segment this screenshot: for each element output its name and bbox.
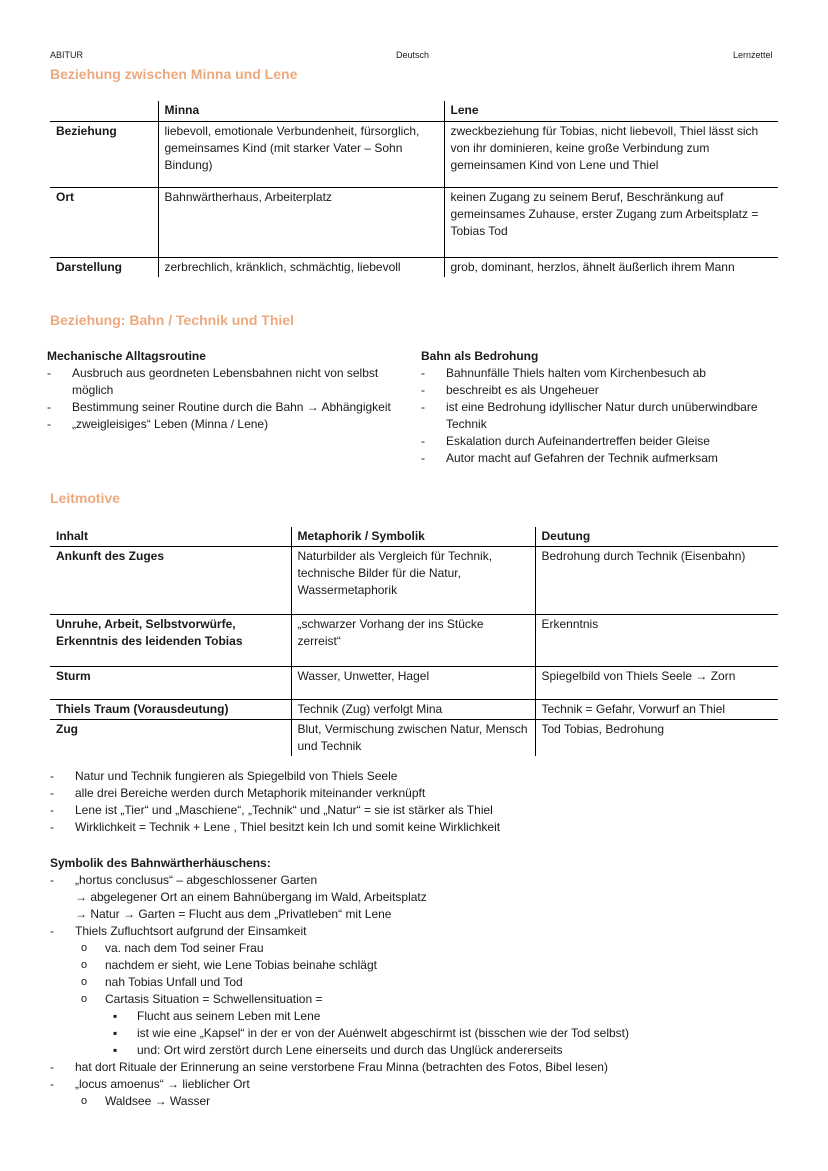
- cell-minna: zerbrechlich, kränklich, schmächtig, liebevoll: [158, 257, 444, 277]
- leitmotive-notes: [50, 768, 790, 836]
- minna-lene-table: [50, 101, 778, 277]
- cell-inhalt: Thiels Traum (Vorausdeutung): [50, 700, 291, 720]
- header-center: Deutsch: [396, 50, 430, 60]
- row-label: Ort: [50, 187, 158, 257]
- list-item: - Natur und Technik fungieren als Spiegelbild von Thiels Seele: [50, 768, 790, 785]
- cell-lene: keinen Zugang zu seinem Beruf, Beschränkung auf gemeinsames Zuhause, erster Zugang zum Arbeitsplatz = Tobias Tod: [450, 189, 759, 238]
- header-right: Lernzettel: [733, 50, 773, 60]
- cell-minna: Bahnwärtherhaus, Arbeiterplatz: [158, 187, 444, 257]
- sub-item: [75, 991, 790, 1059]
- sub-item: o Waldsee → Wasser: [75, 1093, 790, 1110]
- cell-lene: zweckbeziehung für Tobias, nicht liebevoll, Thiel lässt sich von ihr dominieren, keine große Verbindung zum gemeinsamen Kind von Lene und Thiel: [450, 123, 759, 172]
- cell-inhalt: Sturm: [50, 667, 291, 700]
- cell-metaphorik: Technik (Zug) verfolgt Mina: [291, 700, 535, 720]
- list-item: - Ausbruch aus geordneten Lebensbahnen nicht von selbst möglich: [47, 365, 407, 399]
- hortus-sub: → abgelegener Ort an einem Bahnübergang im Wald, Arbeitsplatz: [75, 890, 427, 904]
- list-item: - hat dort Rituale der Erinnerung an seine verstorbene Frau Minna (betrachten des Fotos, Bibel lesen): [50, 1059, 790, 1076]
- sub-item: o nachdem er sieht, wie Lene Tobias beinahe schlägt: [75, 957, 790, 974]
- list-item: [50, 1076, 790, 1110]
- cell-minna: liebevoll, emotionale Verbundenheit, fürsorglich, gemeinsames Kind (mit starker Vater – Sohn Bindung): [158, 121, 444, 187]
- locus-text: - „locus amoenus“ → lieblicher Ort: [75, 1077, 250, 1091]
- sub-sub-item: ▪ Flucht aus seinem Leben mit Lene: [105, 1008, 790, 1025]
- table-row: [50, 667, 778, 700]
- cell-inhalt: Unruhe, Arbeit, Selbstvorwürfe, Erkenntnis des leidenden Tobias: [50, 615, 291, 667]
- cell-deutung: Technik = Gefahr, Vorwurf an Thiel: [541, 702, 726, 716]
- cell-metaphorik: Naturbilder als Vergleich für Technik, technische Bilder für die Natur, Wassermetaphorik: [291, 547, 535, 615]
- list-item: - Bahnunfälle Thiels halten vom Kirchenbesuch ab: [421, 365, 781, 382]
- leitmotive-table: [50, 527, 778, 756]
- table-row: [50, 615, 778, 667]
- cell-lene: grob, dominant, herzlos, ähnelt äußerlich ihrem Mann: [450, 259, 735, 274]
- col-lene: Lene: [450, 103, 479, 117]
- left-heading: Mechanische Alltagsroutine: [47, 349, 206, 363]
- cell-metaphorik: „schwarzer Vorhang der ins Stücke zerreist“: [291, 615, 535, 667]
- cartasis-text: o Cartasis Situation = Schwellensituation =: [105, 992, 323, 1006]
- list-item: [50, 872, 790, 923]
- table-row: [50, 187, 778, 257]
- right-heading: Bahn als Bedrohung: [421, 349, 539, 363]
- cell-metaphorik: Wasser, Unwetter, Hagel: [291, 667, 535, 700]
- cell-deutung: Bedrohung durch Technik (Eisenbahn): [541, 549, 746, 563]
- list-item: - beschreibt es als Ungeheuer: [421, 382, 781, 399]
- cell-deutung: Erkenntnis: [541, 617, 599, 631]
- list-item: - Lene ist „Tier“ und „Maschiene“, „Technik“ und „Natur“ = sie ist stärker als Thiel: [50, 802, 790, 819]
- table-row: [50, 720, 778, 757]
- list-item: - Eskalation durch Aufeinandertreffen beider Gleise: [421, 433, 781, 450]
- sub-item: o va. nach dem Tod seiner Frau: [75, 940, 790, 957]
- col-inhalt: Inhalt: [50, 527, 291, 547]
- sub-item: o nah Tobias Unfall und Tod: [75, 974, 790, 991]
- hortus-text: - „hortus conclusus“ – abgeschlossener Garten: [75, 873, 318, 887]
- zuflucht-text: - Thiels Zufluchtsort aufgrund der Einsamkeit: [75, 924, 307, 938]
- table-header-row: [50, 527, 778, 547]
- list-item: - alle drei Bereiche werden durch Metaphorik miteinander verknüpft: [50, 785, 790, 802]
- cell-inhalt: Zug: [50, 720, 291, 757]
- section3-title: Leitmotive: [50, 490, 121, 506]
- list-item: - „zweigleisiges“ Leben (Minna / Lene): [47, 416, 407, 433]
- table-row: [50, 257, 778, 277]
- cell-inhalt: Ankunft des Zuges: [50, 547, 291, 615]
- table-row: [50, 121, 778, 187]
- symbolik-section: [50, 855, 790, 1110]
- section1-title: Beziehung zwischen Minna und Lene: [50, 66, 298, 82]
- list-item: - ist eine Bedrohung idyllischer Natur durch unüberwindbare Technik: [421, 399, 781, 433]
- col-deutung: Deutung: [541, 529, 591, 543]
- right-column: [421, 348, 781, 467]
- cell-deutung: Tod Tobias, Bedrohung: [541, 722, 665, 736]
- hortus-sub: → Natur → Garten = Flucht aus dem „Privatleben“ mit Lene: [75, 907, 392, 921]
- table-header-row: [50, 101, 778, 121]
- col-minna: Minna: [158, 101, 444, 121]
- cell-metaphorik: Blut, Vermischung zwischen Natur, Mensch und Technik: [291, 720, 535, 757]
- list-item: - Bestimmung seiner Routine durch die Bahn → Abhängigkeit: [47, 399, 407, 416]
- list-item: - Autor macht auf Gefahren der Technik aufmerksam: [421, 450, 781, 467]
- left-column: [47, 348, 407, 433]
- row-label: Darstellung: [50, 257, 158, 277]
- list-item: [50, 923, 790, 1059]
- row-label: Beziehung: [50, 121, 158, 187]
- cell-deutung: Spiegelbild von Thiels Seele → Zorn: [541, 669, 736, 683]
- sub-sub-item: ▪ und: Ort wird zerstört durch Lene einerseits und durch das Unglück andererseits: [105, 1042, 790, 1059]
- sub-sub-item: ▪ ist wie eine „Kapsel“ in der er von der Auénwelt abgeschirmt ist (bisschen wie der Tod selbst): [105, 1025, 790, 1042]
- header-left: ABITUR: [50, 50, 84, 60]
- list-item: - Wirklichkeit = Technik + Lene , Thiel besitzt kein Ich und somit keine Wirklichkeit: [50, 819, 790, 836]
- table-row: [50, 547, 778, 615]
- section2-title: Beziehung: Bahn / Technik und Thiel: [50, 312, 294, 328]
- symbolik-heading: Symbolik des Bahnwärtherhäuschens:: [50, 856, 271, 870]
- col-metaphorik: Metaphorik / Symbolik: [291, 527, 535, 547]
- table-row: [50, 700, 778, 720]
